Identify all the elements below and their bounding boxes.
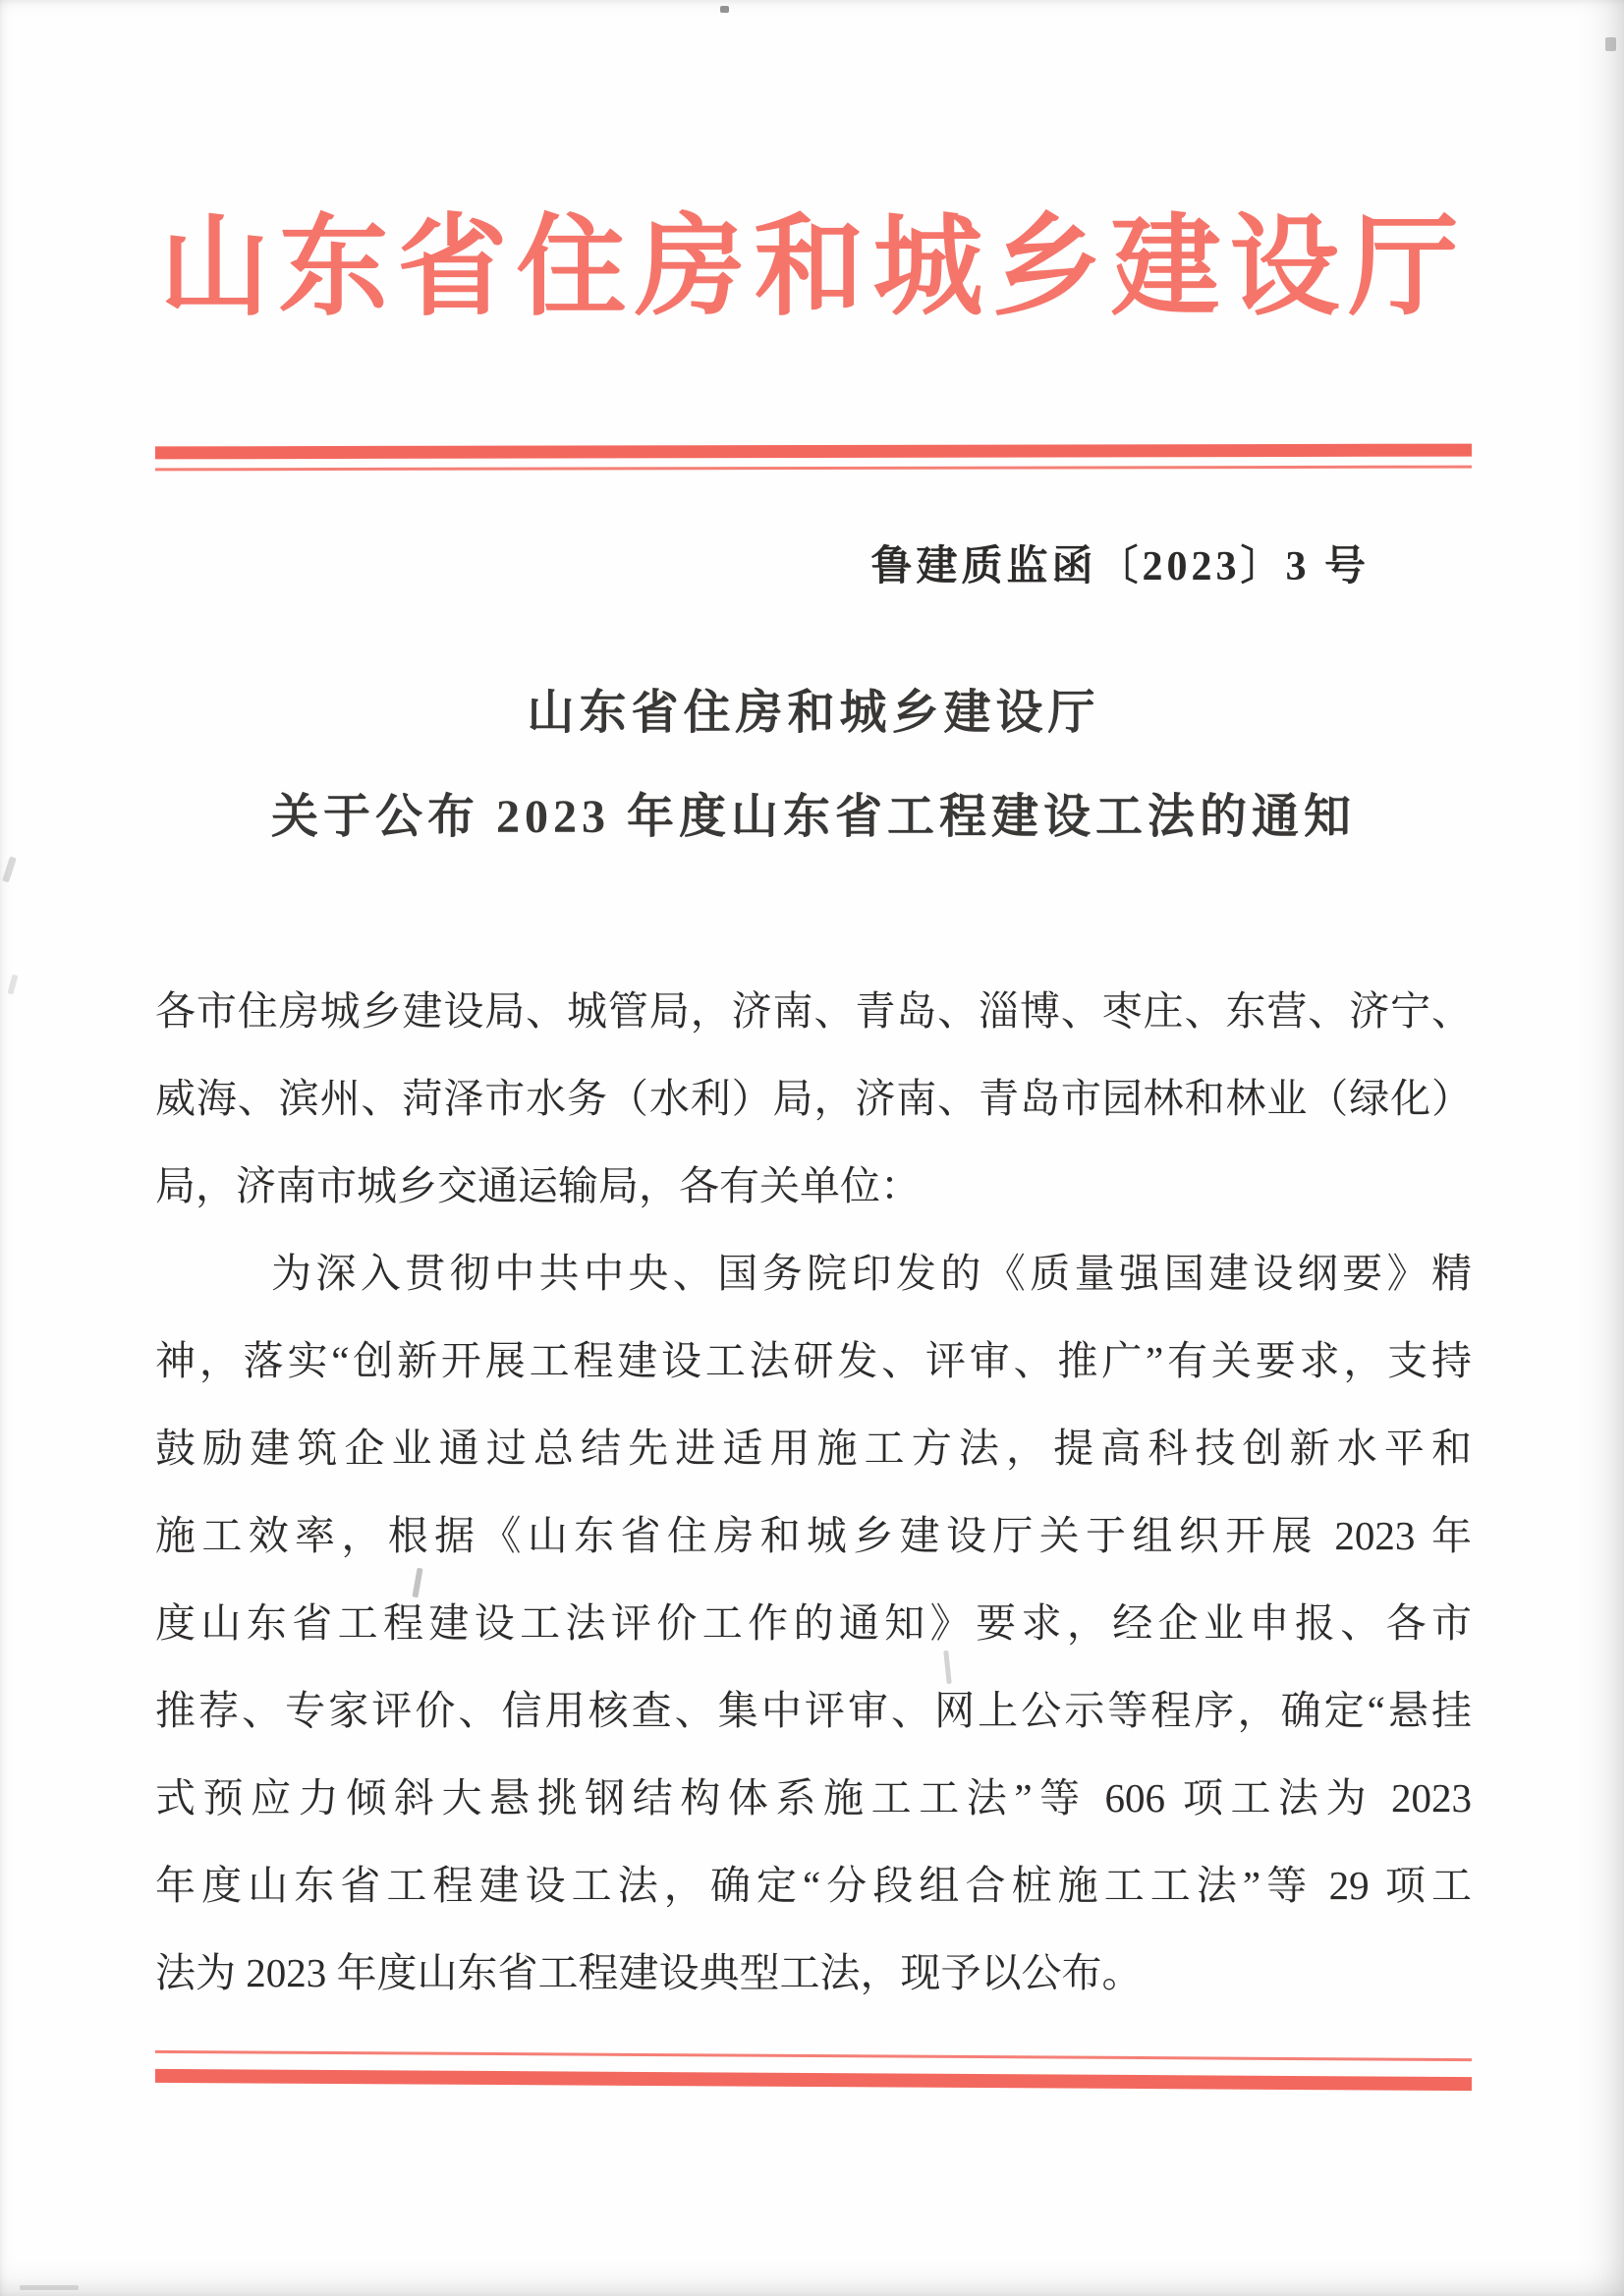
scan-artifact xyxy=(1605,37,1616,51)
body-line: 年度山东省工程建设工法，确定“分段组合桩施工工法”等 29 项工 xyxy=(155,1863,1472,1908)
red-rule-top-thick xyxy=(155,444,1472,460)
body-line: 式预应力倾斜大悬挑钢结构体系施工工法”等 606 项工法为 2023 xyxy=(155,1775,1472,1820)
body-line: 度山东省工程建设工法评价工作的通知》要求，经企业申报、各市 xyxy=(155,1600,1472,1646)
letterhead-title: 山东省住房和城乡建设厅 xyxy=(159,207,1468,329)
scan-artifact xyxy=(2,857,17,883)
scan-artifact xyxy=(720,6,729,13)
recipient-line: 局，济南市城乡交通运输局，各有关单位： xyxy=(155,1163,921,1208)
document-body xyxy=(155,968,1472,2017)
notice-title-issuer: 山东省住房和城乡建设厅 xyxy=(527,687,1100,739)
recipient-line: 威海、滨州、菏泽市水务（水利）局，济南、青岛市园林和林业（绿化） xyxy=(155,1076,1472,1121)
scan-artifact xyxy=(8,975,19,995)
body-line: 推荐、专家评价、信用核查、集中评审、网上公示等程序，确定“悬挂 xyxy=(155,1688,1472,1733)
red-rule-bottom-thin xyxy=(155,2050,1472,2061)
scan-artifact xyxy=(20,2285,79,2290)
body-line: 施工效率，根据《山东省住房和城乡建设厅关于组织开展 2023 年 xyxy=(155,1513,1472,1558)
body-line: 为深入贯彻中共中央、国务院印发的《质量强国建设纲要》精 xyxy=(271,1251,1472,1296)
recipient-line: 各市住房城乡建设局、城管局，济南、青岛、淄博、枣庄、东营、济宁、 xyxy=(155,988,1472,1034)
body-line: 法为 2023 年度山东省工程建设典型工法，现予以公布。 xyxy=(155,1950,1143,1995)
red-rule-bottom-thick xyxy=(155,2069,1472,2091)
notice-title-subject: 关于公布 2023 年度山东省工程建设工法的通知 xyxy=(270,791,1356,843)
document-number: 鲁建质监函〔2023〕3 号 xyxy=(870,544,1370,589)
body-line: 鼓励建筑企业通过总结先进适用施工方法，提高科技创新水平和 xyxy=(155,1426,1472,1471)
body-line: 神，落实“创新开展工程建设工法研发、评审、推广”有关要求，支持 xyxy=(155,1338,1472,1383)
red-rule-top-thin xyxy=(155,466,1472,472)
